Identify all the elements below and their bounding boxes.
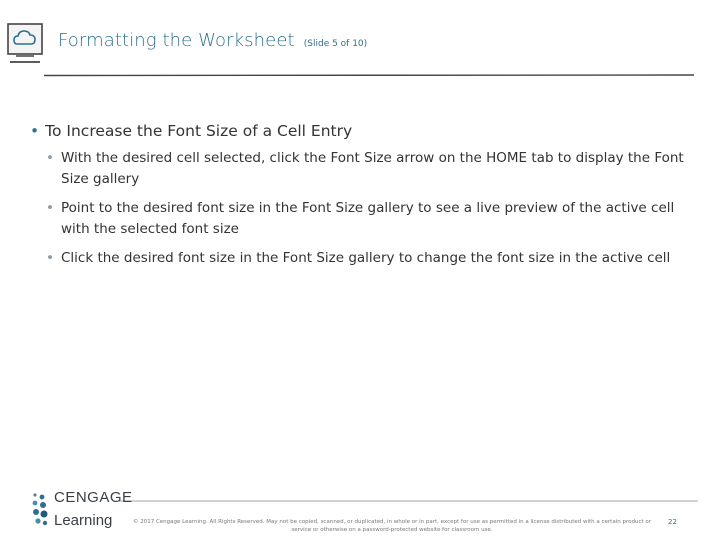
- sub-bullet-text: Click the desired font size in the Font Size gallery to change the font size in the active cell: [61, 249, 671, 266]
- slide-content: [30, 122, 690, 277]
- sub-bullet: [30, 248, 690, 269]
- sub-bullet-text: Point to the desired font size in the Font Size gallery to see a live preview of the active cell with the selected font size: [61, 199, 675, 237]
- footer-divider: [118, 500, 698, 502]
- page-number: 22: [668, 518, 677, 526]
- sub-bullet-text: With the desired cell selected, click the Font Size arrow on the HOME tab to display the Font Size gallery: [61, 150, 684, 187]
- bullet-marker: •: [46, 249, 54, 266]
- copyright-notice: © 2017 Cengage Learning. All Rights Reserved. May not be copied, scanned, or duplicated, in whole or in part, except for use as permitted in a license distributed with a certain product or service or otherwise on a password-protected website for classroom use.: [132, 519, 652, 533]
- sub-bullet: [30, 148, 690, 190]
- main-bullet-text: To Increase the Font Size of a Cell Entry: [45, 122, 353, 140]
- bullet-marker: •: [46, 199, 54, 216]
- title-divider: [44, 74, 694, 77]
- bullet-marker: •: [46, 150, 54, 166]
- slide-counter: (Slide 5 of 10): [303, 39, 368, 49]
- bullet-marker: •: [30, 122, 40, 140]
- logo-wordmark-line1: CENGAGE: [54, 489, 133, 506]
- main-bullet: [30, 122, 690, 140]
- sub-bullet: [30, 198, 690, 240]
- logo-wordmark-line2: Learning: [54, 512, 113, 529]
- title-row: [58, 30, 367, 51]
- page-title: Formatting the Worksheet: [58, 30, 295, 51]
- cloud-monitor-icon: [6, 18, 44, 70]
